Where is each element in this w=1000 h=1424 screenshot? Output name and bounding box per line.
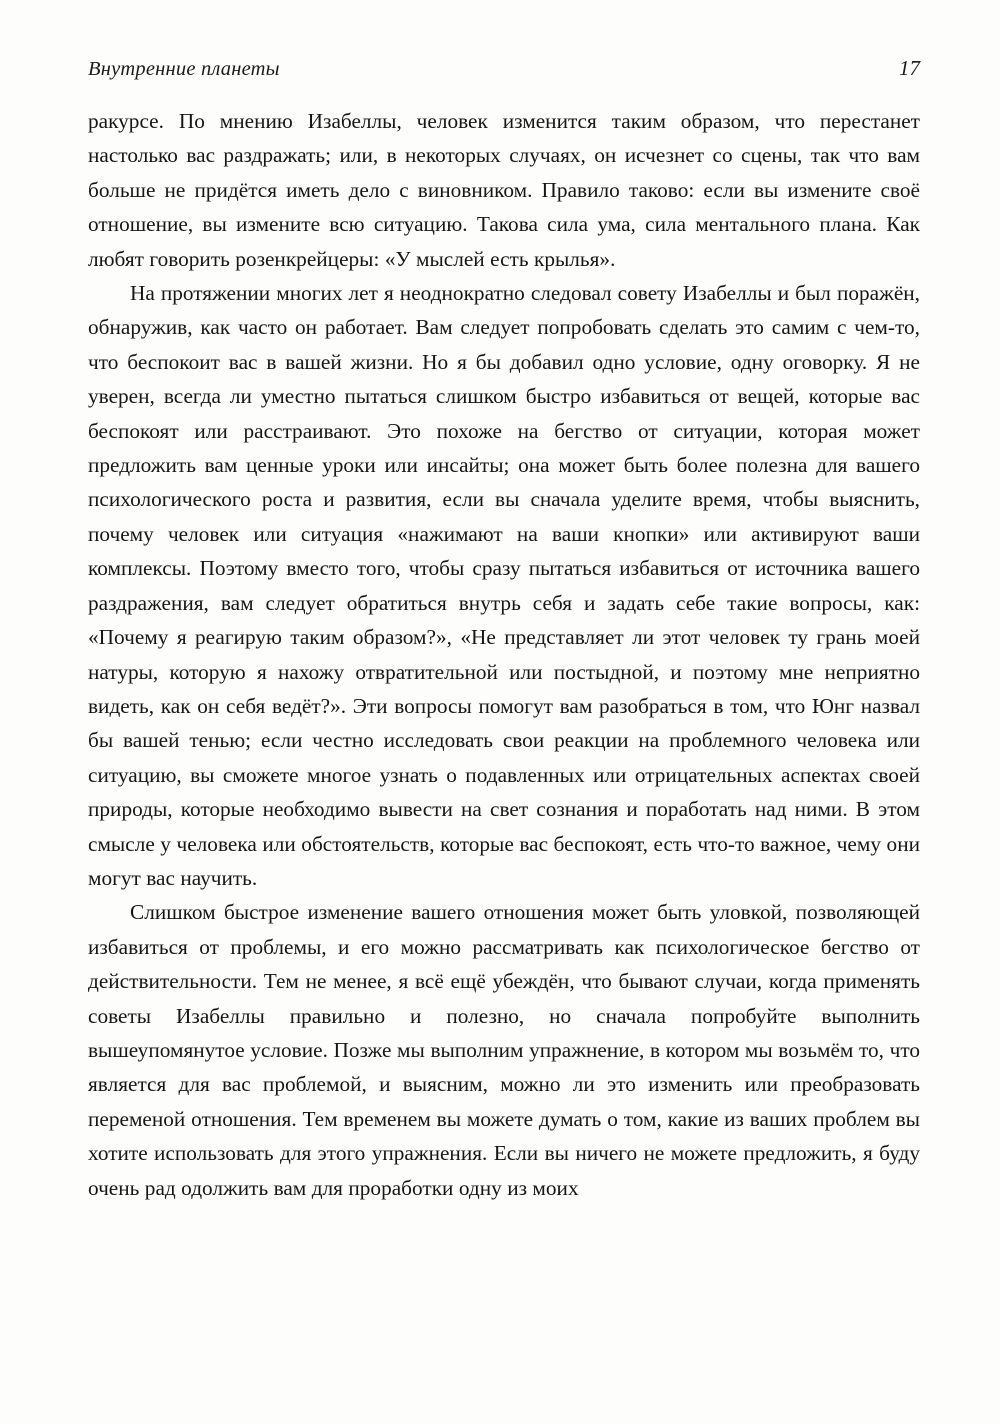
page-number: 17	[899, 56, 920, 80]
paragraph-1: ракурсе. По мнению Изабеллы, человек изменится таким образом, что перестанет настолько вас раздражать; или, в некоторых случаях, он исчезнет со сцены, так что вам больше не придётся иметь дело с виновником. Правило таково: если вы измените своё отношение, вы измените всю ситуацию. Такова сила ума, сила ментального плана. Как любят говорить розенкрейцеры: «У мыслей есть крылья».	[88, 109, 920, 271]
body-text-block	[88, 104, 920, 1205]
running-head-title: Внутренние планеты	[88, 58, 280, 80]
running-head	[88, 56, 920, 86]
paragraph-2: На протяжении многих лет я неоднократно следовал совету Изабеллы и был поражён, обнаружив, как часто он работает. Вам следует попробовать сделать это самим с чем-то, что беспокоит вас в вашей жизни. Но я бы добавил одно условие, одну оговорку. Я не уверен, всегда ли уместно пытаться слишком быстро избавиться от вещей, которые вас беспокоят или расстраивают. Это похоже на бегство от ситуации, которая может предложить вам ценные уроки или инсайты; она может быть более полезна для вашего психологического роста и развития, если вы сначала уделите время, чтобы выяснить, почему человек или ситуация «нажимают на ваши кнопки» или активируют ваши комплексы. Поэтому вместо того, чтобы сразу пытаться избавиться от источника вашего раздражения, вам следует обратиться внутрь себя и задать себе такие вопросы, как: «Почему я реагирую таким образом?», «Не представляет ли этот человек ту грань моей натуры, которую я нахожу отвратительной или постыдной, и поэтому мне неприятно видеть, как он себя ведёт?». Эти вопросы помогут вам разобраться в том, что Юнг назвал бы вашей тенью; если честно исследовать свои реакции на проблемного человека или ситуацию, вы сможете многое узнать о подавленных или отрицательных аспектах своей природы, которые необходимо вывести на свет сознания и поработать над ними. В этом смысле у человека или обстоятельств, которые вас беспокоят, есть что-то важное, чему они могут вас научить.	[88, 281, 920, 890]
paragraph-3: Слишком быстрое изменение вашего отношения может быть уловкой, позволяющей избавиться от проблемы, и его можно рассматривать как психологическое бегство от действительности. Тем не менее, я всё ещё убеждён, что бывают случаи, когда применять советы Изабеллы правильно и полезно, но сначала попробуйте выполнить вышеупомянутое условие. Позже мы выполним упражнение, в котором мы возьмём то, что является для вас проблемой, и выясним, можно ли это изменить или преобразовать переменой отношения. Тем временем вы можете думать о том, какие из ваших проблем вы хотите использовать для этого упражнения. Если вы ничего не можете предложить, я буду очень рад одолжить вам для проработки одну из моих	[88, 900, 920, 1200]
